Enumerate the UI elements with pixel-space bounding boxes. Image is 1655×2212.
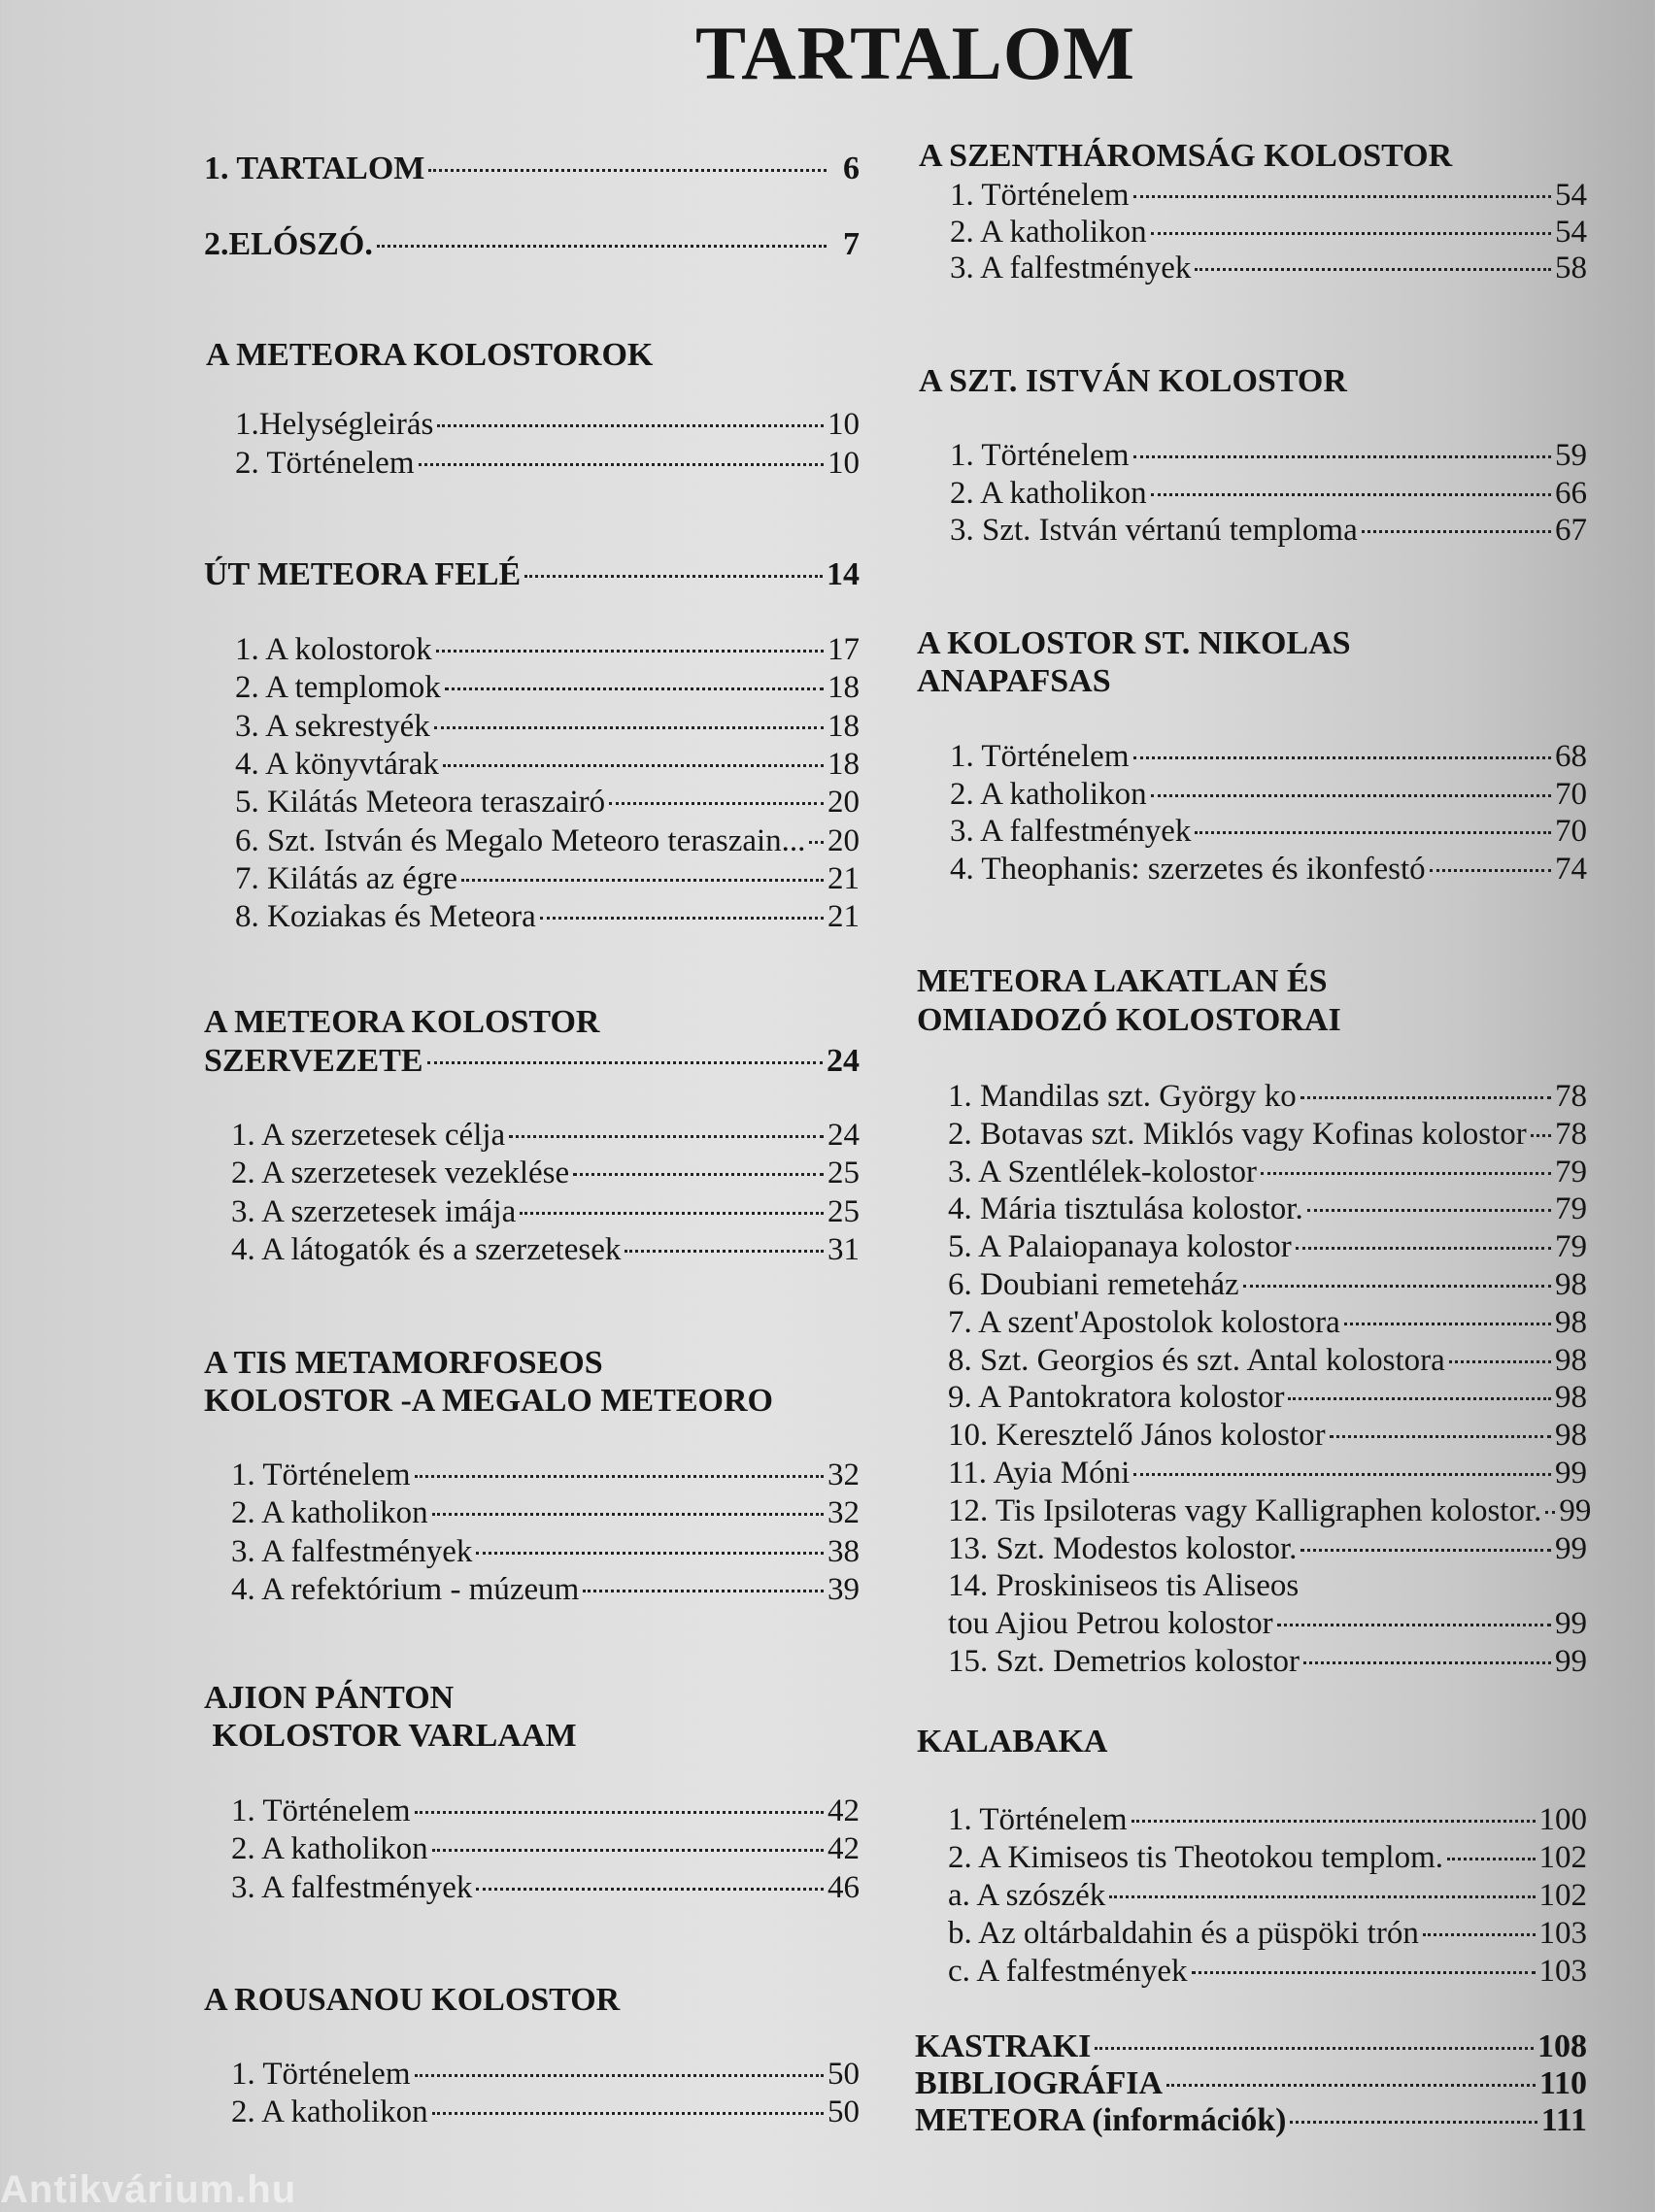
toc-entry	[235, 445, 860, 484]
toc-leader-dots	[1133, 756, 1552, 759]
toc-entry-label: ÚT METEORA FELÉ	[204, 556, 522, 592]
toc-entry-label: 3. Szt. István vértanú temploma	[950, 513, 1358, 548]
toc-entry-page: 10	[828, 407, 860, 442]
toc-entry	[948, 1455, 1587, 1493]
toc-entry-page: 74	[1555, 851, 1587, 887]
toc-leader-dots	[1330, 1435, 1551, 1438]
toc-entry-label: 5. A Palaiopanaya kolostor	[948, 1229, 1292, 1265]
toc-entry	[950, 738, 1587, 777]
toc-entry-label: 2. A templomok	[235, 670, 441, 706]
toc-entry	[950, 851, 1587, 889]
toc-leader-dots	[436, 650, 824, 653]
toc-leader-dots	[427, 1061, 823, 1064]
toc-entry-bottom	[915, 2028, 1587, 2066]
toc-entry	[950, 512, 1587, 551]
toc-entry	[948, 1643, 1587, 1682]
toc-entry	[235, 631, 860, 670]
toc-entry-page: 18	[828, 670, 860, 706]
toc-leader-dots	[1277, 1624, 1551, 1626]
toc-leader-dots	[1362, 530, 1551, 533]
toc-leader-dots	[1166, 2084, 1536, 2087]
toc-entry-label: BIBLIOGRÁFIA	[915, 2065, 1164, 2101]
toc-entry-page: 20	[828, 822, 860, 858]
toc-entry-page: 98	[1555, 1342, 1587, 1378]
toc-leader-dots	[1447, 1858, 1536, 1860]
toc-entry-bottom	[915, 2064, 1587, 2103]
toc-leader-dots	[1423, 1933, 1536, 1936]
toc-entry-page: 99	[1555, 1530, 1587, 1566]
toc-leader-dots	[1288, 1397, 1551, 1400]
toc-entry-page: 7	[843, 226, 860, 262]
toc-entry-label: 1. Történelem	[231, 2057, 411, 2092]
toc-entry-label: 6. Doubiani remeteház	[948, 1267, 1239, 1302]
toc-leader-dots	[434, 726, 824, 729]
toc-leader-dots	[1290, 2121, 1537, 2124]
toc-entry-page: 108	[1537, 2028, 1587, 2064]
toc-entry-page: 79	[1555, 1154, 1587, 1190]
toc-entry-page: 100	[1538, 1802, 1587, 1837]
section-heading: KOLOSTOR VARLAAM	[204, 1718, 577, 1754]
toc-entry-page: 39	[828, 1571, 860, 1607]
section-heading: OMIADOZÓ KOLOSTORAI	[917, 1002, 1341, 1038]
toc-entry-page: 98	[1555, 1304, 1587, 1340]
toc-leader-dots	[1192, 1971, 1536, 1974]
toc-entry-page: 38	[828, 1533, 860, 1569]
toc-entry-page: 6	[843, 151, 860, 186]
toc-entry-page: 111	[1540, 2102, 1587, 2138]
section-heading: METEORA LAKATLAN ÉS	[917, 963, 1328, 999]
toc-entry-page: 102	[1538, 1840, 1587, 1875]
toc-entry-page: 32	[828, 1495, 860, 1531]
toc-entry-page: 78	[1555, 1079, 1587, 1114]
toc-entry	[948, 1530, 1587, 1569]
toc-leader-dots	[625, 1250, 824, 1253]
toc-entry	[948, 1342, 1587, 1381]
toc-entry-label: 2. A Kimiseos tis Theotokou templom.	[948, 1840, 1443, 1875]
toc-entry-label: 4. Theophanis: szerzetes és ikonfestó	[950, 851, 1426, 887]
toc-entry-page: 78	[1555, 1116, 1587, 1152]
toc-entry	[948, 1605, 1587, 1644]
toc-entry	[948, 1116, 1587, 1155]
toc-entry-page: 42	[828, 1831, 860, 1867]
toc-entry-label: 9. A Pantokratora kolostor	[948, 1380, 1285, 1416]
toc-entry	[950, 475, 1587, 514]
toc-entry-page: 70	[1555, 776, 1587, 812]
toc-entry	[950, 776, 1587, 815]
toc-leader-dots	[432, 1513, 824, 1516]
toc-entry	[950, 214, 1587, 252]
toc-leader-dots	[476, 1888, 824, 1891]
toc-entry-label: 1. Történelem	[950, 739, 1130, 774]
toc-entry	[950, 813, 1587, 852]
toc-entry-label: 7. Kilátás az égre	[235, 860, 458, 896]
toc-entry-page: 103	[1538, 1916, 1587, 1951]
section-heading: A TIS METAMORFOSEOS	[204, 1345, 603, 1381]
toc-entry-page: 99	[1555, 1606, 1587, 1642]
toc-leader-dots	[1296, 1247, 1551, 1250]
section-heading: A METEORA KOLOSTOROK	[206, 337, 654, 373]
toc-entry	[231, 1793, 860, 1831]
toc-entry-label: 2. A katholikon	[950, 214, 1147, 250]
toc-entry-label: 4. A refektórium - múzeum	[231, 1571, 580, 1607]
toc-entry	[231, 1494, 860, 1533]
toc-leader-dots	[1344, 1323, 1551, 1325]
toc-entry-label: 6. Szt. István és Megalo Meteoro teraszain...	[235, 822, 806, 858]
toc-entry-page: 99	[1555, 1456, 1587, 1491]
toc-entry	[235, 860, 860, 899]
toc-entry-label: a. A szószék	[948, 1878, 1106, 1913]
toc-leader-dots	[1531, 1134, 1551, 1137]
toc-entry-label: 15. Szt. Demetrios kolostor	[948, 1644, 1300, 1679]
toc-entry-page: 68	[1555, 739, 1587, 774]
toc-entry	[231, 1457, 860, 1495]
toc-leader-dots	[1133, 1473, 1551, 1476]
section-heading: A ROUSANOU KOLOSTOR	[204, 1982, 621, 2018]
section-heading: KALABAKA	[917, 1724, 1108, 1760]
toc-leader-dots	[377, 245, 827, 248]
page-title: TARTALOM	[694, 11, 1136, 95]
toc-entry-label: SZERVEZETE	[204, 1043, 423, 1079]
toc-entry	[948, 1877, 1587, 1916]
toc-entry	[948, 1304, 1587, 1343]
toc-leader-dots	[445, 687, 824, 690]
toc-entry	[231, 1869, 860, 1908]
toc-leader-dots	[524, 575, 823, 578]
toc-entry	[950, 437, 1587, 476]
toc-leader-dots	[1151, 794, 1551, 797]
toc-entry	[950, 250, 1587, 288]
toc-entry	[948, 1379, 1587, 1418]
toc-entry-label: 8. Koziakas és Meteora	[235, 899, 536, 935]
watermark: Antikvárium.hu	[0, 2168, 297, 2211]
toc-entry-bottom	[915, 2101, 1587, 2140]
toc-entry-label: 3. A szerzetesek imája	[231, 1193, 517, 1229]
toc-entry	[235, 784, 860, 822]
toc-entry	[235, 406, 860, 445]
toc-entry-page: 103	[1538, 1954, 1587, 1989]
toc-leader-dots	[1545, 1511, 1555, 1514]
toc-entry	[948, 1801, 1587, 1840]
toc-leader-dots	[520, 1212, 824, 1215]
section-heading-entry	[204, 555, 860, 594]
toc-entry-page: 25	[828, 1193, 860, 1229]
toc-entry	[235, 708, 860, 747]
toc-entry-page: 58	[1555, 251, 1587, 285]
toc-entry-label: 2. A katholikon	[950, 475, 1147, 511]
toc-entry-label: 2. A katholikon	[231, 2095, 428, 2130]
toc-entry-page: 32	[828, 1458, 860, 1492]
toc-entry-label: 13. Szt. Modestos kolostor.	[948, 1530, 1298, 1566]
toc-leader-dots	[1300, 1549, 1551, 1552]
toc-entry-label: 1. Mandilas szt. György ko	[948, 1079, 1297, 1114]
toc-entry-label: 1.Helységleirás	[235, 407, 434, 442]
toc-entry-label: 1. A kolostorok	[235, 632, 432, 667]
toc-entry	[231, 1193, 860, 1232]
toc-leader-dots	[432, 1849, 824, 1852]
toc-entry-page: 10	[828, 446, 860, 481]
toc-entry-page: 66	[1555, 475, 1587, 511]
toc-leader-dots	[573, 1173, 824, 1176]
toc-entry	[948, 1492, 1592, 1531]
section-heading: A METEORA KOLOSTOR	[204, 1004, 600, 1040]
toc-entry	[231, 1231, 860, 1270]
section-heading: AJION PÁNTON	[204, 1680, 455, 1716]
toc-entry-label: 5. Kilátás Meteora teraszairó	[235, 785, 606, 821]
toc-entry-label: 2. A katholikon	[231, 1831, 428, 1867]
toc-entry-label: 4. A könyvtárak	[235, 746, 439, 782]
toc-leader-dots	[540, 917, 824, 920]
toc-entry	[950, 177, 1587, 216]
toc-leader-dots	[1095, 2047, 1534, 2050]
toc-entry-page: 24	[827, 1043, 860, 1079]
toc-entry-label: 10. Keresztelő János kolostor	[948, 1418, 1326, 1454]
toc-entry-label: 11. Ayia Móni	[948, 1456, 1131, 1491]
toc-entry-label: 3. A falfestmények	[950, 251, 1192, 285]
toc-leader-dots	[1261, 1172, 1551, 1175]
toc-entry-page: 18	[828, 746, 860, 782]
toc-entry	[235, 669, 860, 708]
toc-leader-dots	[1430, 869, 1551, 872]
toc-leader-dots	[1195, 268, 1551, 271]
toc-entry-page: 67	[1555, 513, 1587, 548]
toc-entry	[948, 1839, 1587, 1878]
toc-leader-dots	[1449, 1360, 1551, 1363]
toc-entry-label: 3. A Szentlélek-kolostor	[948, 1154, 1258, 1190]
toc-leader-dots	[476, 1552, 824, 1555]
toc-entry-page: 17	[828, 632, 860, 667]
toc-entry	[231, 2056, 860, 2095]
toc-entry-page: 110	[1538, 2065, 1587, 2101]
toc-entry-page: 54	[1555, 214, 1587, 250]
toc-entry	[231, 1117, 860, 1156]
toc-leader-dots	[1243, 1285, 1551, 1288]
toc-entry-label: tou Ajiou Petrou kolostor	[948, 1606, 1273, 1642]
toc-entry-text: 14. Proskiniseos tis Aliseos	[948, 1568, 1300, 1604]
section-heading: A SZENTHÁROMSÁG KOLOSTOR	[919, 138, 1453, 174]
toc-leader-dots	[1133, 195, 1552, 198]
toc-leader-dots	[609, 802, 824, 805]
toc-entry-label: 3. A sekrestyék	[235, 708, 430, 744]
toc-leader-dots	[809, 841, 824, 844]
toc-entry-top	[204, 150, 860, 188]
toc-entry-label: 3. A falfestmények	[950, 814, 1192, 849]
toc-leader-dots	[1131, 1820, 1536, 1823]
toc-entry-page: 42	[828, 1793, 860, 1828]
toc-entry-page: 59	[1555, 438, 1587, 473]
toc-leader-dots	[415, 1811, 825, 1814]
toc-entry	[948, 1078, 1587, 1117]
toc-leader-dots	[443, 764, 824, 767]
toc-entry	[948, 1190, 1587, 1229]
toc-entry	[235, 822, 860, 861]
toc-entry-page: 99	[1559, 1492, 1592, 1528]
toc-entry-page: 18	[828, 708, 860, 744]
toc-entry-label: c. A falfestmények	[948, 1954, 1188, 1989]
toc-entry-page: 20	[828, 785, 860, 821]
toc-entry-page: 24	[828, 1118, 860, 1153]
toc-entry-label: 1. Történelem	[231, 1793, 411, 1828]
toc-entry-label: 1. Történelem	[950, 438, 1130, 473]
toc-entry	[231, 1571, 860, 1610]
toc-entry-page: 102	[1538, 1878, 1587, 1913]
toc-entry	[231, 1830, 860, 1869]
toc-entry-page: 14	[827, 556, 860, 592]
toc-entry-label: 12. Tis Ipsiloteras vagy Kalligraphen kolostor.	[948, 1492, 1542, 1528]
toc-entry-label: 1. Történelem	[950, 178, 1130, 213]
toc-entry	[948, 1953, 1587, 1992]
toc-leader-dots	[1133, 455, 1552, 458]
toc-entry	[948, 1228, 1587, 1267]
toc-entry-page: 46	[828, 1869, 860, 1905]
toc-entry	[948, 1266, 1587, 1305]
toc-entry	[948, 1417, 1587, 1456]
toc-leader-dots	[509, 1135, 824, 1138]
toc-leader-dots	[415, 2074, 825, 2077]
toc-entry-label: KASTRAKI	[915, 2028, 1092, 2064]
toc-entry	[235, 746, 860, 785]
toc-entry-label: 7. A szent'Apostolok kolostora	[948, 1304, 1340, 1340]
toc-entry	[948, 1154, 1587, 1192]
toc-entry-label: 2. A katholikon	[950, 776, 1147, 812]
toc-entry-label: 2. Történelem	[235, 446, 415, 481]
toc-entry-page: 98	[1555, 1267, 1587, 1302]
toc-entry-page: 79	[1555, 1191, 1587, 1227]
toc-entry-label: 4. Mária tisztulása kolostor.	[948, 1191, 1303, 1227]
toc-entry-page: 70	[1555, 814, 1587, 849]
toc-leader-dots	[432, 2112, 824, 2115]
toc-entry-label: 2. Botavas szt. Miklós vagy Kofinas kolostor	[948, 1116, 1527, 1152]
toc-entry-label: 3. A falfestmények	[231, 1533, 473, 1569]
toc-entry	[948, 1915, 1587, 1954]
section-heading: A KOLOSTOR ST. NIKOLAS	[917, 625, 1351, 661]
toc-entry-label: 1. Történelem	[948, 1802, 1128, 1837]
toc-entry-label: 3. A falfestmények	[231, 1869, 473, 1905]
toc-entry-label: 1. TARTALOM	[204, 151, 425, 186]
toc-entry-label: METEORA (információk)	[915, 2102, 1287, 2138]
section-heading: KOLOSTOR -A MEGALO METEORO	[204, 1383, 773, 1419]
toc-entry-label: 1. Történelem	[231, 1458, 411, 1492]
toc-entry-page: 79	[1555, 1229, 1587, 1265]
toc-entry	[235, 898, 860, 937]
toc-entry	[231, 2094, 860, 2132]
toc-entry-label: 4. A látogatók és a szerzetesek	[231, 1231, 622, 1267]
toc-leader-dots	[1109, 1895, 1535, 1898]
toc-entry-page: 50	[828, 2057, 860, 2092]
toc-entry-page: 25	[828, 1156, 860, 1191]
toc-entry-label: 2.ELÓSZÓ.	[204, 226, 373, 262]
toc-entry-label: 2. A katholikon	[231, 1495, 428, 1531]
toc-entry-page: 50	[828, 2095, 860, 2130]
toc-entry-label: b. Az oltárbaldahin és a püspöki trón	[948, 1916, 1419, 1951]
toc-entry-label: 8. Szt. Georgios és szt. Antal kolostora	[948, 1342, 1445, 1378]
toc-leader-dots	[1307, 1209, 1551, 1212]
toc-entry-page: 21	[828, 899, 860, 935]
toc-entry-label: 1. A szerzetesek célja	[231, 1118, 506, 1153]
toc-leader-dots	[415, 1475, 825, 1478]
toc-leader-dots	[461, 879, 824, 882]
toc-entry-page: 54	[1555, 178, 1587, 213]
toc-leader-dots	[1303, 1661, 1551, 1664]
toc-entry	[231, 1155, 860, 1193]
toc-leader-dots	[437, 424, 824, 427]
toc-entry-page: 98	[1555, 1418, 1587, 1454]
toc-entry	[231, 1533, 860, 1572]
toc-leader-dots	[1151, 232, 1551, 235]
toc-entry-label: 2. A szerzetesek vezeklése	[231, 1156, 570, 1191]
toc-leader-dots	[583, 1590, 824, 1592]
toc-leader-dots	[1300, 1096, 1551, 1099]
toc-entry-page: 31	[828, 1231, 860, 1267]
toc-entry-page: 98	[1555, 1380, 1587, 1416]
toc-leader-dots	[1195, 831, 1551, 834]
toc-leader-dots	[428, 169, 827, 172]
toc-entry-page: 21	[828, 860, 860, 896]
toc-leader-dots	[1151, 493, 1551, 496]
toc-entry-page: 99	[1555, 1644, 1587, 1679]
section-heading-entry	[204, 1042, 860, 1081]
toc-entry-top	[204, 225, 860, 264]
section-heading: ANAPAFSAS	[917, 663, 1111, 699]
section-heading: A SZT. ISTVÁN KOLOSTOR	[919, 363, 1347, 399]
toc-leader-dots	[419, 463, 825, 466]
